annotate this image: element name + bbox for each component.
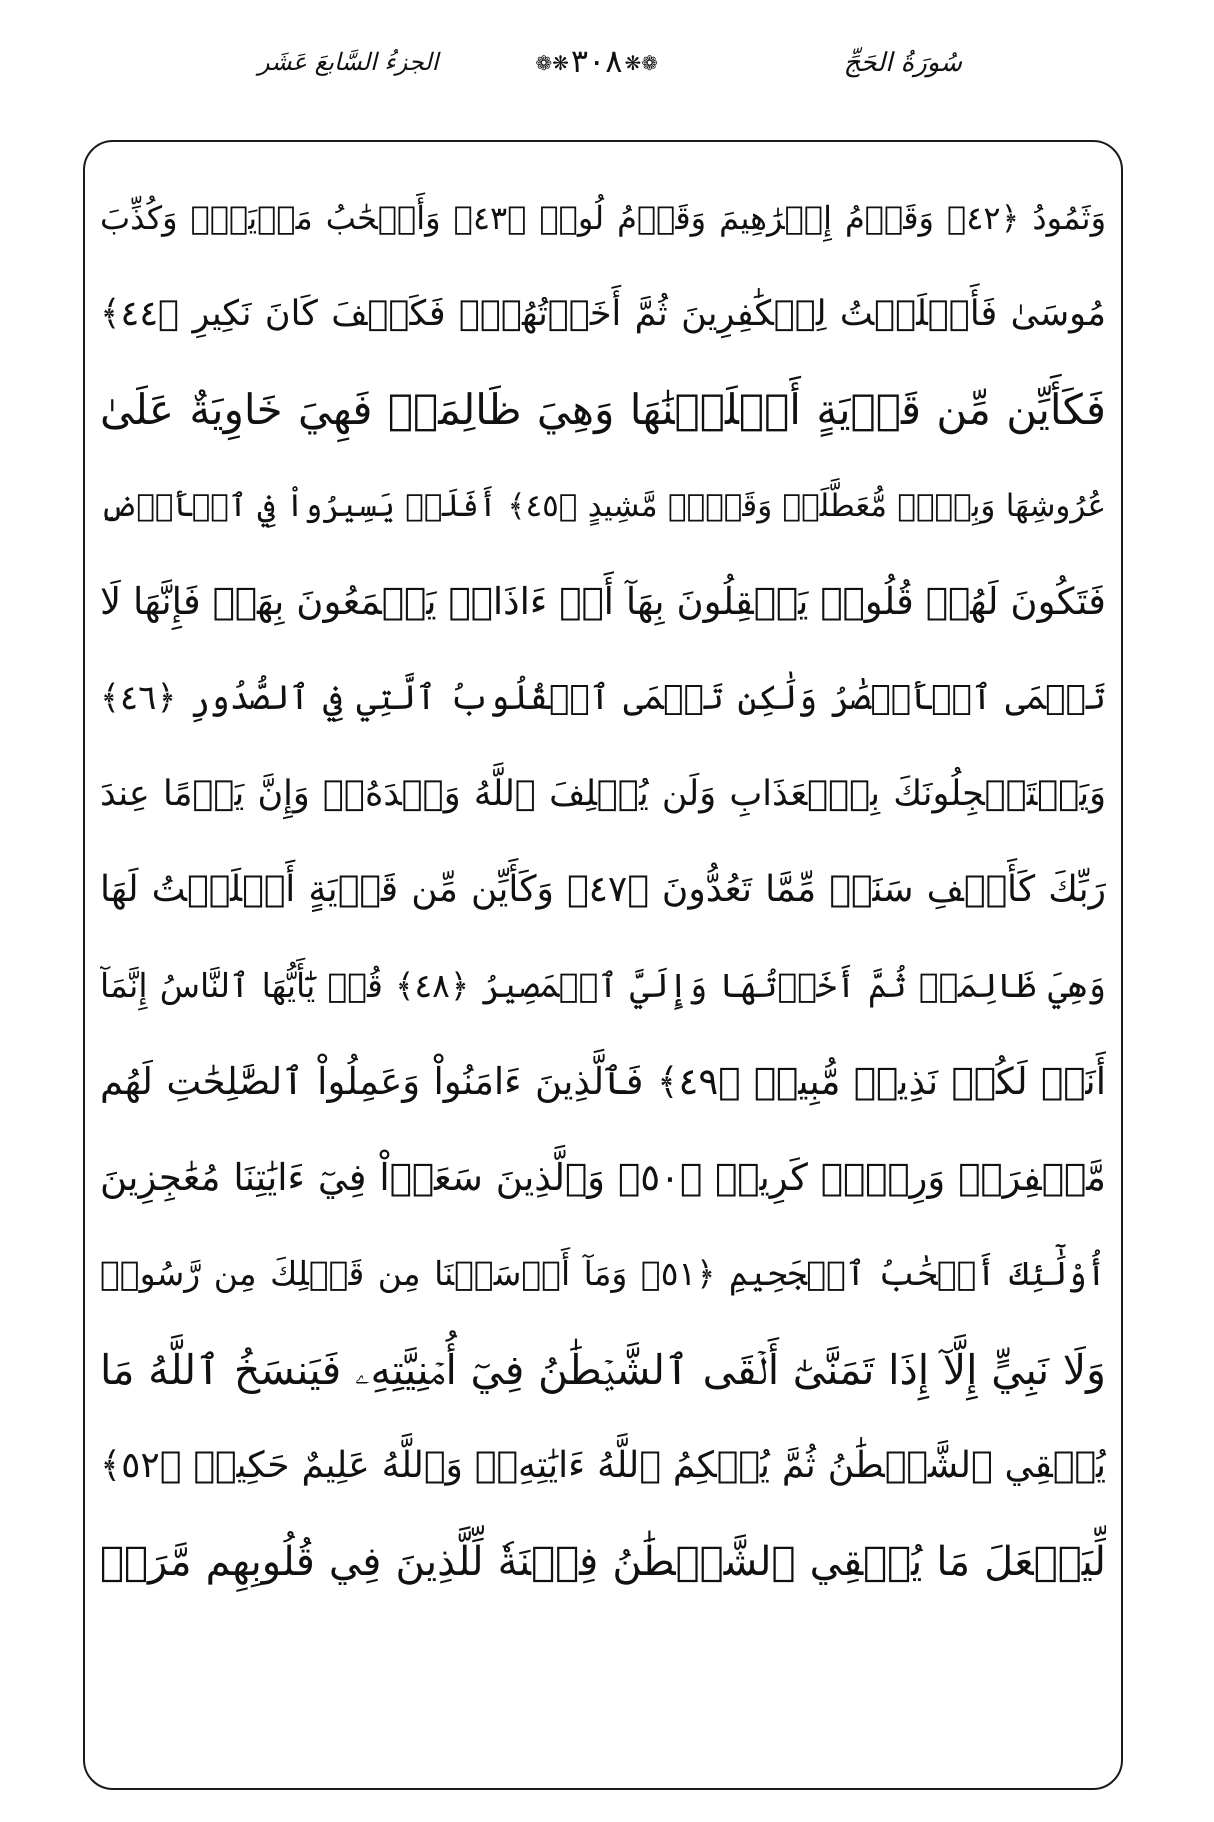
text-line: تَعۡمَى ٱلۡأَبۡصَٰرُ وَلَٰكِن تَعۡمَى ٱلۡقُلُوبُ ٱلَّتِي فِي ٱلصُّدُورِ ﴿٤٦﴾ bbox=[100, 678, 1106, 718]
text-line: رَبِّكَ كَأَلۡفِ سَنَةٖ مِّمَّا تَعُدُّونَ ﴿٤٧﴾ وَكَأَيِّن مِّن قَرۡيَةٍ أَمۡلَيۡتُ لَهَا bbox=[100, 869, 1106, 910]
text-line: لِّيَجۡعَلَ مَا يُلۡقِي ٱلشَّيۡطَٰنُ فِتۡنَةٗ لِّلَّذِينَ فِي قُلُوبِهِم مَّرَضٞ bbox=[100, 1539, 1106, 1585]
text-line: مُوسَىٰ فَأَمۡلَيۡتُ لِلۡكَٰفِرِينَ ثُمَّ أَخَذۡتُهُمۡۖ فَكَيۡفَ كَانَ نَكِيرِ ﴿٤٤﴾ bbox=[100, 294, 1106, 334]
text-line: مَّغۡفِرَةٞ وَرِزۡقٞ كَرِيمٞ ﴿٥٠﴾ وَٱلَّذِينَ سَعَوۡاْ فِيٓ ءَايَٰتِنَا مُعَٰجِزِينَ bbox=[100, 1156, 1106, 1199]
text-line: وَهِيَ ظَالِمَةٞ ثُمَّ أَخَذۡتُهَا وَإِلَيَّ ٱلۡمَصِيرُ ﴿٤٨﴾ قُلۡ يَٰٓأَيُّهَا ٱلنَّاسُ إِنَّمَآ bbox=[100, 966, 1106, 1005]
page-number: ٣٠٨ bbox=[570, 42, 623, 80]
text-line: أُوْلَٰٓئِكَ أَصۡحَٰبُ ٱلۡجَحِيمِ ﴿٥١﴾ وَمَآ أَرۡسَلۡنَا مِن قَبۡلِكَ مِن رَّسُولٖ bbox=[100, 1254, 1106, 1293]
text-line: وَيَسۡتَعۡجِلُونَكَ بِٱلۡعَذَابِ وَلَن يُخۡلِفَ ٱللَّهُ وَعۡدَهُۥۚ وَإِنَّ يَوۡمًا عِندَ bbox=[100, 774, 1106, 814]
text-line: وَثَمُودُ ﴿٤٢﴾ وَقَوۡمُ إِبۡرَٰهِيمَ وَقَوۡمُ لُوطٖ ﴿٤٣﴾ وَأَصۡحَٰبُ مَدۡيَنَۖ وَكُذِّبَ bbox=[100, 199, 1106, 237]
text-line: وَلَا نَبِيٍّ إِلَّآ إِذَا تَمَنَّىٰٓ أَلۡقَى ٱلشَّيۡطَٰنُ فِيٓ أُمۡنِيَّتِهِۦ فَيَنسَخُ ٱللَّهُ مَا bbox=[100, 1346, 1106, 1394]
text-block bbox=[100, 150, 1106, 1780]
surah-name: سُورَةُ الحَجِّ bbox=[843, 48, 962, 78]
text-line: فَتَكُونَ لَهُمۡ قُلُوبٞ يَعۡقِلُونَ بِهَآ أَوۡ ءَاذَانٞ يَسۡمَعُونَ بِهَاۖ فَإِنَّهَا لَا bbox=[100, 580, 1106, 623]
juz-name: الجزءُ السَّابعَ عَشَر bbox=[258, 48, 439, 76]
ornament-right-icon: ❁❋ bbox=[624, 51, 658, 75]
text-line: أَنَا۠ لَكُمۡ نَذِيرٞ مُّبِينٞ ﴿٤٩﴾ فَٱلَّذِينَ ءَامَنُواْ وَعَمِلُواْ ٱلصَّٰلِحَٰتِ لَهُم bbox=[100, 1060, 1106, 1103]
page-number-ornament bbox=[535, 42, 660, 80]
text-line: فَكَأَيِّن مِّن قَرۡيَةٍ أَهۡلَكۡنَٰهَا وَهِيَ ظَالِمَةٞ فَهِيَ خَاوِيَةٌ عَلَىٰ bbox=[100, 385, 1106, 434]
ornament-left-icon: ❋❁ bbox=[535, 51, 569, 75]
text-line: عُرُوشِهَا وَبِئۡرٖ مُّعَطَّلَةٖ وَقَصۡرٖ مَّشِيدٍ ﴿٤٥﴾ أَفَلَمۡ يَسِيرُواْ فِي ٱلۡأَرۡضِ bbox=[100, 488, 1106, 524]
page-header bbox=[0, 30, 1214, 110]
text-line: يُلۡقِي ٱلشَّيۡطَٰنُ ثُمَّ يُحۡكِمُ ٱللَّهُ ءَايَٰتِهِۦۗ وَٱللَّهُ عَلِيمٌ حَكِيمٞ ﴿٥٢﴾ bbox=[100, 1445, 1106, 1486]
